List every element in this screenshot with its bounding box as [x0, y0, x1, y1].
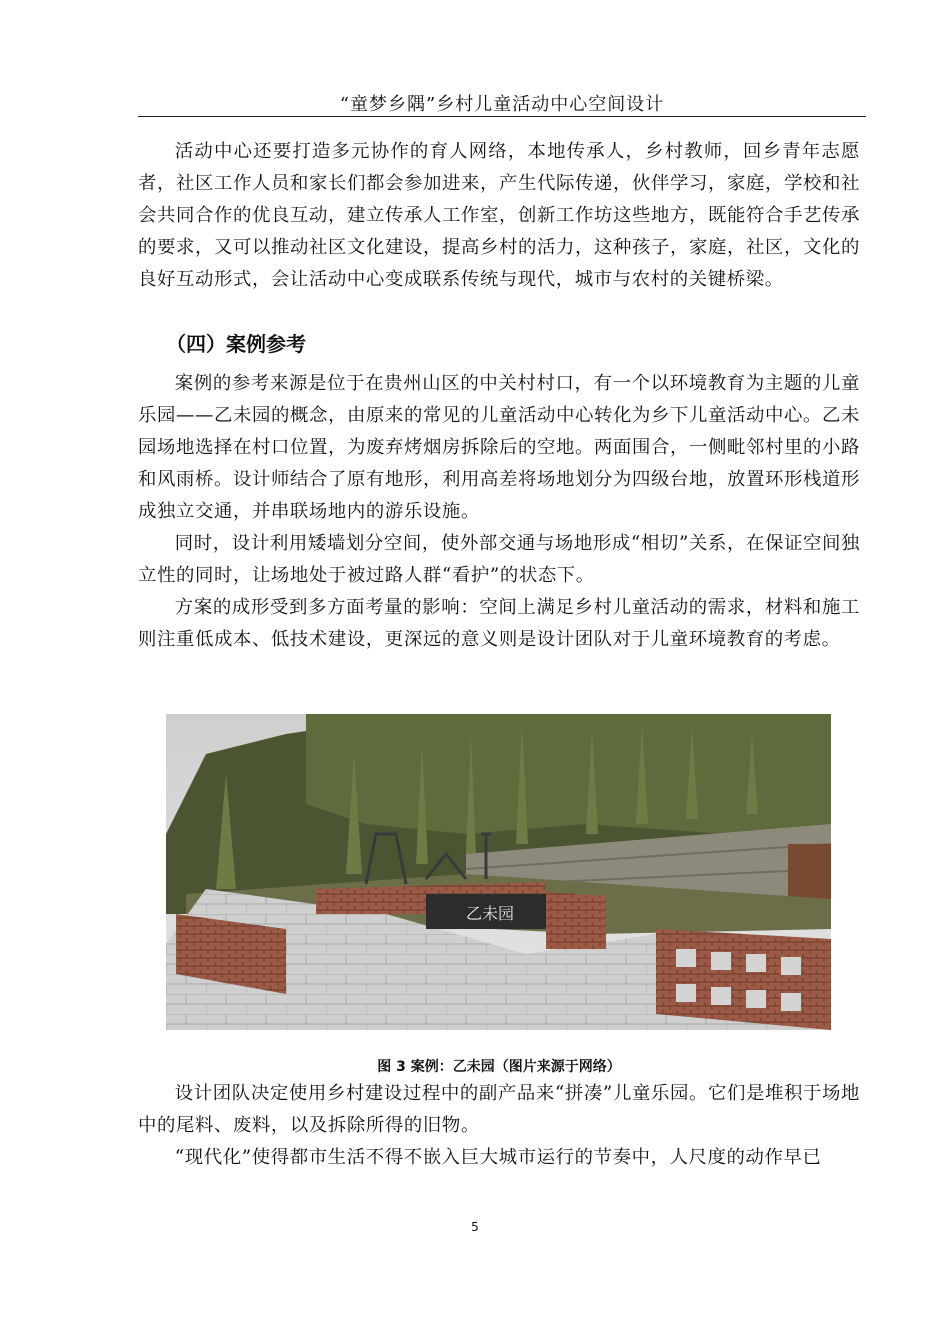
paragraph-network — [138, 136, 860, 296]
paragraph-2-text: 案例的参考来源是位于在贵州山区的中关村村口，有一个以环境教育为主题的儿童乐园——乙未园的概念，由原来的常见的儿童活动中心转化为乡下儿童活动中心。乙未园场地选择在村口位置，为废弃烤烟房拆除后的空地。两面围合，一侧毗邻村里的小路和风雨桥。设计师结合了原有地形，利用高差将场地划分为四级台地，放置环形栈道形成独立交通，并串联场地内的游乐设施。 — [138, 373, 860, 522]
figure-caption: 图 3 案例：乙未园（图片来源于网络） — [377, 1059, 621, 1075]
paragraph-4-text: 方案的成形受到多方面考量的影响：空间上满足乡村儿童活动的需求，材料和施工则注重低成本、低技术建设，更深远的意义则是设计团队对于儿童环境教育的考虑。 — [138, 597, 860, 650]
paragraph-case — [138, 368, 860, 656]
page-number: 5 — [471, 1220, 479, 1234]
case-photo-yiweiyuan — [166, 714, 831, 1030]
section-heading: （四）案例参考 — [166, 332, 306, 356]
paragraph-materials — [138, 1078, 860, 1174]
paragraph-6-text: “现代化”使得都市生活不得不嵌入巨大城市运行的节奏中，人尺度的动作早已 — [174, 1147, 822, 1168]
paragraph-3-text: 同时，设计利用矮墙划分空间，使外部交通与场地形成“相切”关系，在保证空间独立性的同时，让场地处于被过路人群“看护”的状态下。 — [138, 533, 860, 586]
paragraph-5-text: 设计团队决定使用乡村建设过程中的副产品来“拼凑”儿童乐园。它们是堆积于场地中的尾料、废料，以及拆除所得的旧物。 — [138, 1083, 860, 1136]
page-header-title: “童梦乡隅”乡村儿童活动中心空间设计 — [339, 94, 665, 115]
park-sign-text: 乙未园 — [466, 904, 515, 923]
header-divider — [138, 116, 866, 117]
paragraph-1-text: 活动中心还要打造多元协作的育人网络，本地传承人，乡村教师，回乡青年志愿者，社区工作人员和家长们都会参加进来，产生代际传递，伙伴学习，家庭，学校和社会共同合作的优良互动，建立传承人工作室，创新工作坊这些地方，既能符合手艺传承的要求，又可以推动社区文化建设，提高乡村的活力，这种孩子，家庭，社区，文化的良好互动形式，会让活动中心变成联系传统与现代，城市与农村的关键桥梁。 — [138, 141, 860, 290]
